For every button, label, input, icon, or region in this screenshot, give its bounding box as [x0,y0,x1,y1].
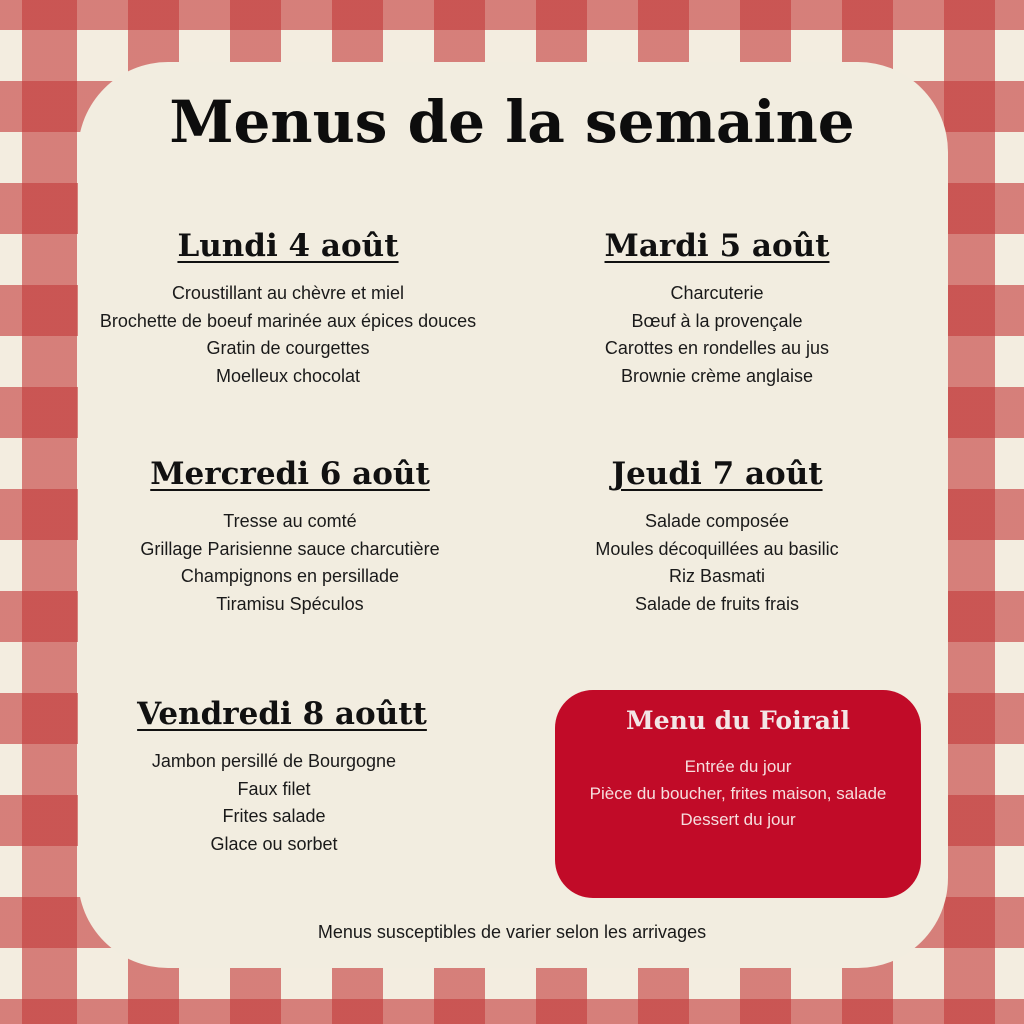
dish-item: Jambon persillé de Bourgogne [151,751,397,771]
day-menu-vendredi [82,694,482,858]
special-dish-item: Dessert du jour [680,810,796,829]
dish-list [68,280,508,390]
day-menu-jeudi [517,454,917,618]
dish-item: Moules décoquillées au basilic [595,538,839,559]
dish-list [66,748,482,858]
page-title: Menus de la semaine [169,88,855,156]
dish-item: Gratin de courgettes [206,338,370,358]
day-menu-mardi [517,226,917,390]
special-dish-item: Entrée du jour [684,757,792,776]
dish-item: Salade de fruits frais [634,593,800,614]
dish-list [517,280,917,390]
day-heading: Jeudi 7 août [611,456,823,492]
dish-item: Charcuterie [670,283,764,303]
day-heading: Vendredi 8 aoûtt [137,696,427,732]
day-menu-lundi [68,226,508,390]
dish-item: Brochette de boeuf marinée aux épices douces [99,310,477,331]
dish-item: Faux filet [237,778,311,799]
special-dish-list [588,754,888,834]
special-menu-heading: Menu du Foirail [626,706,850,735]
dish-item: Tiramisu Spéculos [216,593,364,614]
dish-item: Glace ou sorbet [210,833,338,854]
dish-list [517,508,917,618]
dish-item: Frites salade [222,806,326,826]
footer-note: Menus susceptibles de varier selon les arrivages [317,922,707,942]
dish-item: Moelleux chocolat [215,365,361,386]
dish-item: Riz Basmati [668,566,766,586]
day-heading: Mercredi 6 août [150,456,430,492]
dish-item: Grillage Parisienne sauce charcutière [140,538,440,559]
dish-item: Tresse au comté [223,511,357,531]
special-dish-item: Pièce du boucher, frites maison, salade [589,783,887,803]
dish-item: Salade composée [644,511,790,531]
day-heading: Lundi 4 août [177,228,399,264]
dish-item: Carottes en rondelles au jus [604,338,830,358]
dish-item: Champignons en persillade [180,566,400,586]
dish-item: Brownie crème anglaise [620,365,814,386]
dish-item: Croustillant au chèvre et miel [171,283,405,303]
special-menu-box [555,690,921,898]
dish-list [90,508,490,618]
dish-item: Bœuf à la provençale [631,310,803,331]
day-menu-mercredi [90,454,490,618]
day-heading: Mardi 5 août [604,228,830,264]
